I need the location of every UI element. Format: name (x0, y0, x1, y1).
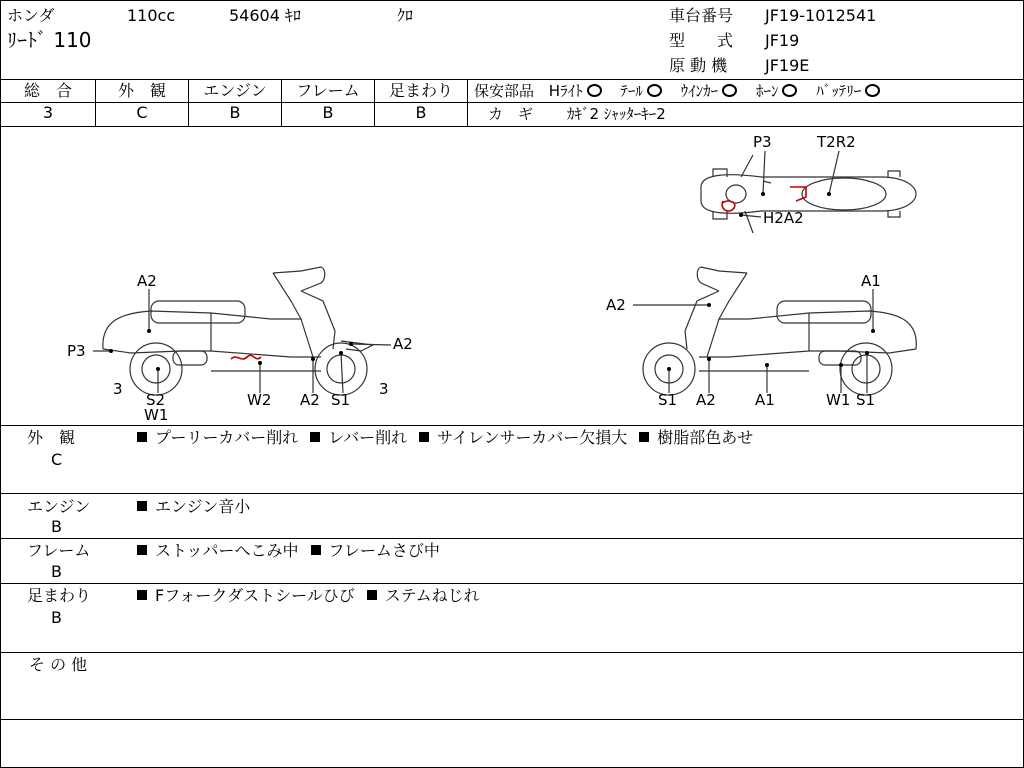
type-value: JF19 (765, 31, 800, 50)
safety-item-battery: ﾊﾞｯﾃﾘｰ (816, 82, 880, 100)
remark-suspension-label: 足まわり (27, 586, 92, 605)
diagram-label: W1 (144, 406, 169, 421)
divider (1, 538, 1023, 539)
frame-no-label: 車台番号 (669, 6, 734, 25)
bullet-square-icon (367, 590, 377, 600)
grade-engine-label: エンジン (203, 81, 267, 100)
color: ｸﾛ (397, 6, 414, 25)
diagram-label: 3 (113, 380, 123, 398)
bullet-square-icon (419, 432, 429, 442)
remark-frame-items: ストッパーへこみ中 フレームさび中 (137, 542, 452, 560)
type-label: 型 式 (669, 31, 734, 50)
bullet-square-icon (137, 590, 147, 600)
mileage: 54604 ｷﾛ (229, 6, 301, 25)
diagram-label: S2 (146, 391, 166, 409)
diagram-label: S1 (331, 391, 351, 409)
remark-other-label: そ の 他 (29, 655, 88, 674)
scooter-top-view (701, 155, 916, 233)
remark-engine-label: エンジン (27, 497, 91, 516)
remark-frame-label: フレーム (27, 541, 91, 560)
grade-overall-value: 3 (42, 103, 54, 122)
maker: ホンダ (7, 6, 55, 25)
engine-label: 原 動 機 (669, 56, 728, 75)
displacement: 110cc (127, 6, 176, 25)
grade-frame-value: B (322, 103, 334, 122)
scooter-damage-diagram (1, 1, 1023, 421)
remark-exterior-items: プーリーカバー削れ レバー削れ サイレンサーカバー欠損大 樹脂部色あせ (137, 429, 765, 447)
remark-suspension-grade: B (51, 608, 62, 627)
diagram-label: A1 (861, 272, 881, 290)
diagram-label: P3 (67, 342, 86, 360)
remark-engine-items: エンジン音小 (137, 498, 262, 516)
bullet-square-icon (137, 432, 147, 442)
grade-engine-value: B (229, 103, 241, 122)
model-name: ﾘｰﾄﾞ 110 (7, 28, 92, 52)
grade-overall-label: 総 合 (23, 81, 72, 100)
diagram-label: P3 (753, 133, 772, 151)
bullet-square-icon (310, 432, 320, 442)
remark-suspension-items: Fフォークダストシールひび ステムねじれ (137, 587, 492, 605)
diagram-label: A2 (696, 391, 716, 409)
diagram-label: S1 (856, 391, 876, 409)
safety-item-taillight: ﾃｰﾙ (620, 82, 662, 100)
remark-exterior-grade: C (51, 450, 63, 469)
divider (1, 425, 1023, 426)
bullet-square-icon (639, 432, 649, 442)
divider (1, 493, 1023, 494)
grade-frame-label: フレーム (296, 81, 360, 100)
engine-value: JF19E (765, 56, 810, 75)
safety-item-horn: ﾎｰﾝ (756, 82, 798, 100)
diagram-label: W2 (247, 391, 272, 409)
safety-label: 保安部品 (474, 82, 535, 100)
grade-exterior-label: 外 観 (117, 81, 166, 100)
diagram-label: W1 (826, 391, 851, 409)
remark-engine-grade: B (51, 517, 62, 536)
safety-item-winker: ｳｲﾝｶｰ (681, 82, 738, 100)
divider (1, 719, 1023, 720)
diagram-label: A1 (755, 391, 775, 409)
divider (1, 652, 1023, 653)
remark-frame-grade: B (51, 562, 62, 581)
diagram-label: T2R2 (817, 133, 856, 151)
diagram-label: A2 (393, 335, 413, 353)
key-value: ｶｷﾞ2 ｼｬｯﾀｰｷｰ2 (567, 105, 666, 123)
bullet-square-icon (137, 545, 147, 555)
grade-suspension-label: 足まわり (388, 81, 453, 100)
divider (1, 583, 1023, 584)
safety-item-headlight: Hﾗｲﾄ (549, 82, 602, 100)
frame-no: JF19-1012541 (765, 6, 877, 25)
key-label: カ ギ (488, 105, 534, 123)
bullet-square-icon (311, 545, 321, 555)
grade-exterior-value: C (136, 103, 148, 122)
bullet-square-icon (137, 501, 147, 511)
remark-exterior-label: 外 観 (27, 428, 76, 447)
grade-suspension-value: B (415, 103, 427, 122)
diagram-label: H2A2 (763, 209, 804, 227)
diagram-label: 3 (379, 380, 389, 398)
diagram-label: A2 (606, 296, 626, 314)
diagram-label: A2 (137, 272, 157, 290)
diagram-label: A2 (300, 391, 320, 409)
diagram-label: S1 (658, 391, 678, 409)
